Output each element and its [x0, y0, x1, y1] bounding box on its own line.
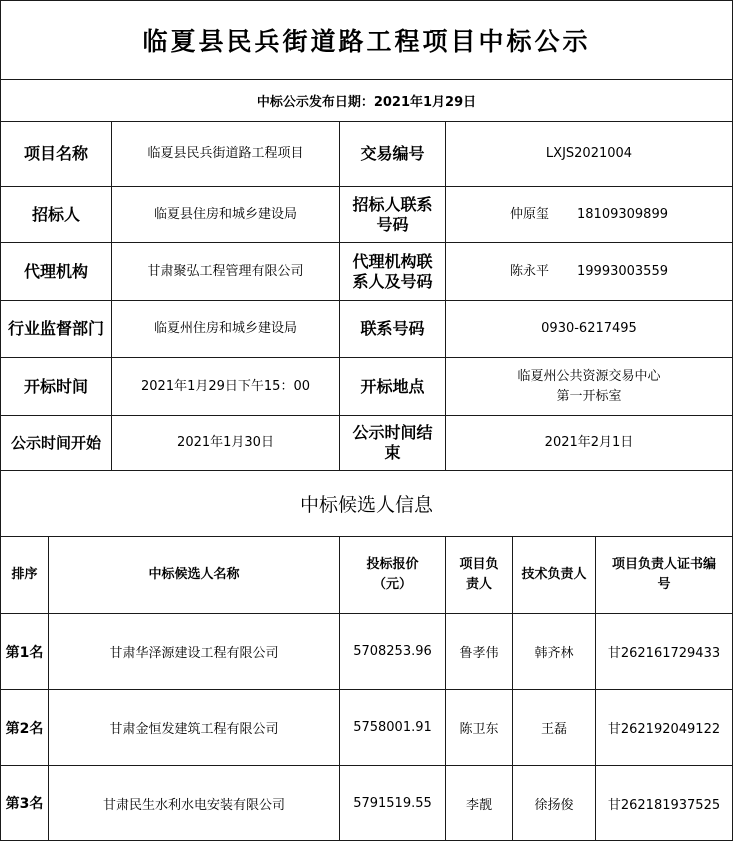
candidate-cert: 甘262192049122: [595, 689, 733, 766]
open-time-label: 开标时间: [0, 357, 112, 416]
open-place-value: [445, 357, 733, 416]
tenderer-label: 招标人: [0, 186, 112, 243]
candidate-rank: 第2名: [0, 689, 49, 766]
candidate-name: 甘肃金恒发建筑工程有限公司: [48, 689, 340, 766]
candidate-name: 甘肃华泽源建设工程有限公司: [48, 613, 340, 690]
candidate-tech: 徐扬俊: [512, 765, 596, 841]
supervisor-label: 行业监督部门: [0, 300, 112, 358]
candidate-rank: 第1名: [0, 613, 49, 690]
open-place-line1: 临夏州公共资源交易中心: [517, 368, 661, 384]
tenderer-contact-value: [445, 186, 733, 243]
candidate-pm: 李靓: [445, 765, 513, 841]
candidate-price: 5758001.91: [339, 689, 446, 766]
project-name-value: 临夏县民兵街道路工程项目: [111, 121, 340, 187]
candidate-pm: 鲁孝伟: [445, 613, 513, 690]
header-price: 投标报价（元）: [339, 536, 446, 614]
candidate-rank: 第3名: [0, 765, 49, 841]
agency-value: 甘肃聚弘工程管理有限公司: [111, 242, 340, 301]
agency-contact-phone: 19993003559: [577, 263, 668, 279]
contact-no-value: 0930-6217495: [445, 300, 733, 358]
publish-date-text: 中标公示发布日期：2021年1月29日: [256, 95, 477, 110]
candidate-cert: 甘262161729433: [595, 613, 733, 690]
header-rank: 排序: [0, 536, 49, 614]
candidate-tech: 王磊: [512, 689, 596, 766]
open-place-line2: 第一开标室: [556, 388, 622, 404]
trade-no-label: 交易编号: [339, 121, 446, 187]
tenderer-contact-name: 仲原玺: [510, 206, 550, 222]
agency-contact-name: 陈永平: [510, 263, 550, 279]
contact-no-label: 联系号码: [339, 300, 446, 358]
tenderer-contact-label: 招标人联系号码: [339, 186, 446, 243]
agency-contact-label: 代理机构联系人及号码: [339, 242, 446, 301]
candidate-name: 甘肃民生水利水电安装有限公司: [48, 765, 340, 841]
candidates-section-title: 中标候选人信息: [0, 470, 733, 537]
header-pm: 项目负责人: [445, 536, 513, 614]
notice-start-value: 2021年1月30日: [111, 415, 340, 471]
tenderer-contact-phone: 18109309899: [577, 206, 668, 222]
notice-start-label: 公示时间开始: [0, 415, 112, 471]
header-name: 中标候选人名称: [48, 536, 340, 614]
supervisor-value: 临夏州住房和城乡建设局: [111, 300, 340, 358]
candidate-price: 5791519.55: [339, 765, 446, 841]
page-title-text: 临夏县民兵街道路工程项目中标公示: [142, 27, 591, 56]
trade-no-value: LXJS2021004: [445, 121, 733, 187]
candidate-cert: 甘262181937525: [595, 765, 733, 841]
tenderer-value: 临夏县住房和城乡建设局: [111, 186, 340, 243]
header-tech: 技术负责人: [512, 536, 596, 614]
project-name-label: 项目名称: [0, 121, 112, 187]
agency-label: 代理机构: [0, 242, 112, 301]
open-time-value: 2021年1月29日下午15：00: [111, 357, 340, 416]
header-cert: 项目负责人证书编号: [595, 536, 733, 614]
agency-contact-value: [445, 242, 733, 301]
candidate-tech: 韩齐林: [512, 613, 596, 690]
open-place-label: 开标地点: [339, 357, 446, 416]
page-title: [0, 0, 733, 80]
notice-end-label: 公示时间结束: [339, 415, 446, 471]
notice-end-value: 2021年2月1日: [445, 415, 733, 471]
publish-date: [0, 79, 733, 122]
candidate-pm: 陈卫东: [445, 689, 513, 766]
candidate-price: 5708253.96: [339, 613, 446, 690]
